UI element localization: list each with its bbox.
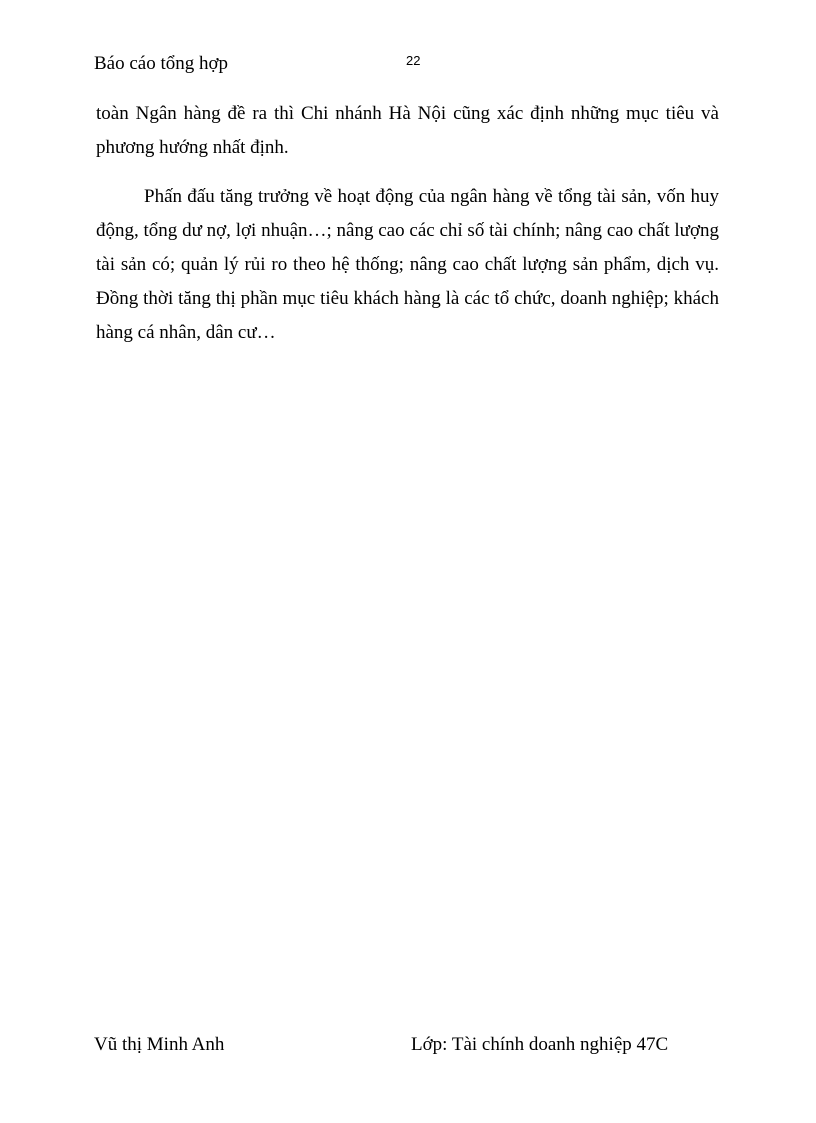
author-name: Vũ thị Minh Anh bbox=[94, 1034, 225, 1055]
page-number: 22 bbox=[406, 53, 421, 68]
paragraph-goals: Phấn đấu tăng trưởng về hoạt động của ngân hàng về tổng tài sản, vốn huy động, tổng dư nợ, lợi nhuận…; nâng cao các chỉ số tài chính; nâng cao chất lượng tài sản có; quản lý rủi ro theo hệ thống; nâng cao chất lượng sản phẩm, dịch vụ. Đồng thời tăng thị phần mục tiêu khách hàng là các tổ chức, doanh nghiệp; khách hàng cá nhân, dân cư… bbox=[96, 186, 719, 343]
document-title: Báo cáo tổng hợp bbox=[94, 53, 229, 74]
class-info: Lớp: Tài chính doanh nghiệp 47C bbox=[411, 1034, 669, 1055]
paragraph-continuation: toàn Ngân hàng đề ra thì Chi nhánh Hà Nội cũng xác định những mục tiêu và phương hướng nhất định. bbox=[96, 103, 719, 158]
